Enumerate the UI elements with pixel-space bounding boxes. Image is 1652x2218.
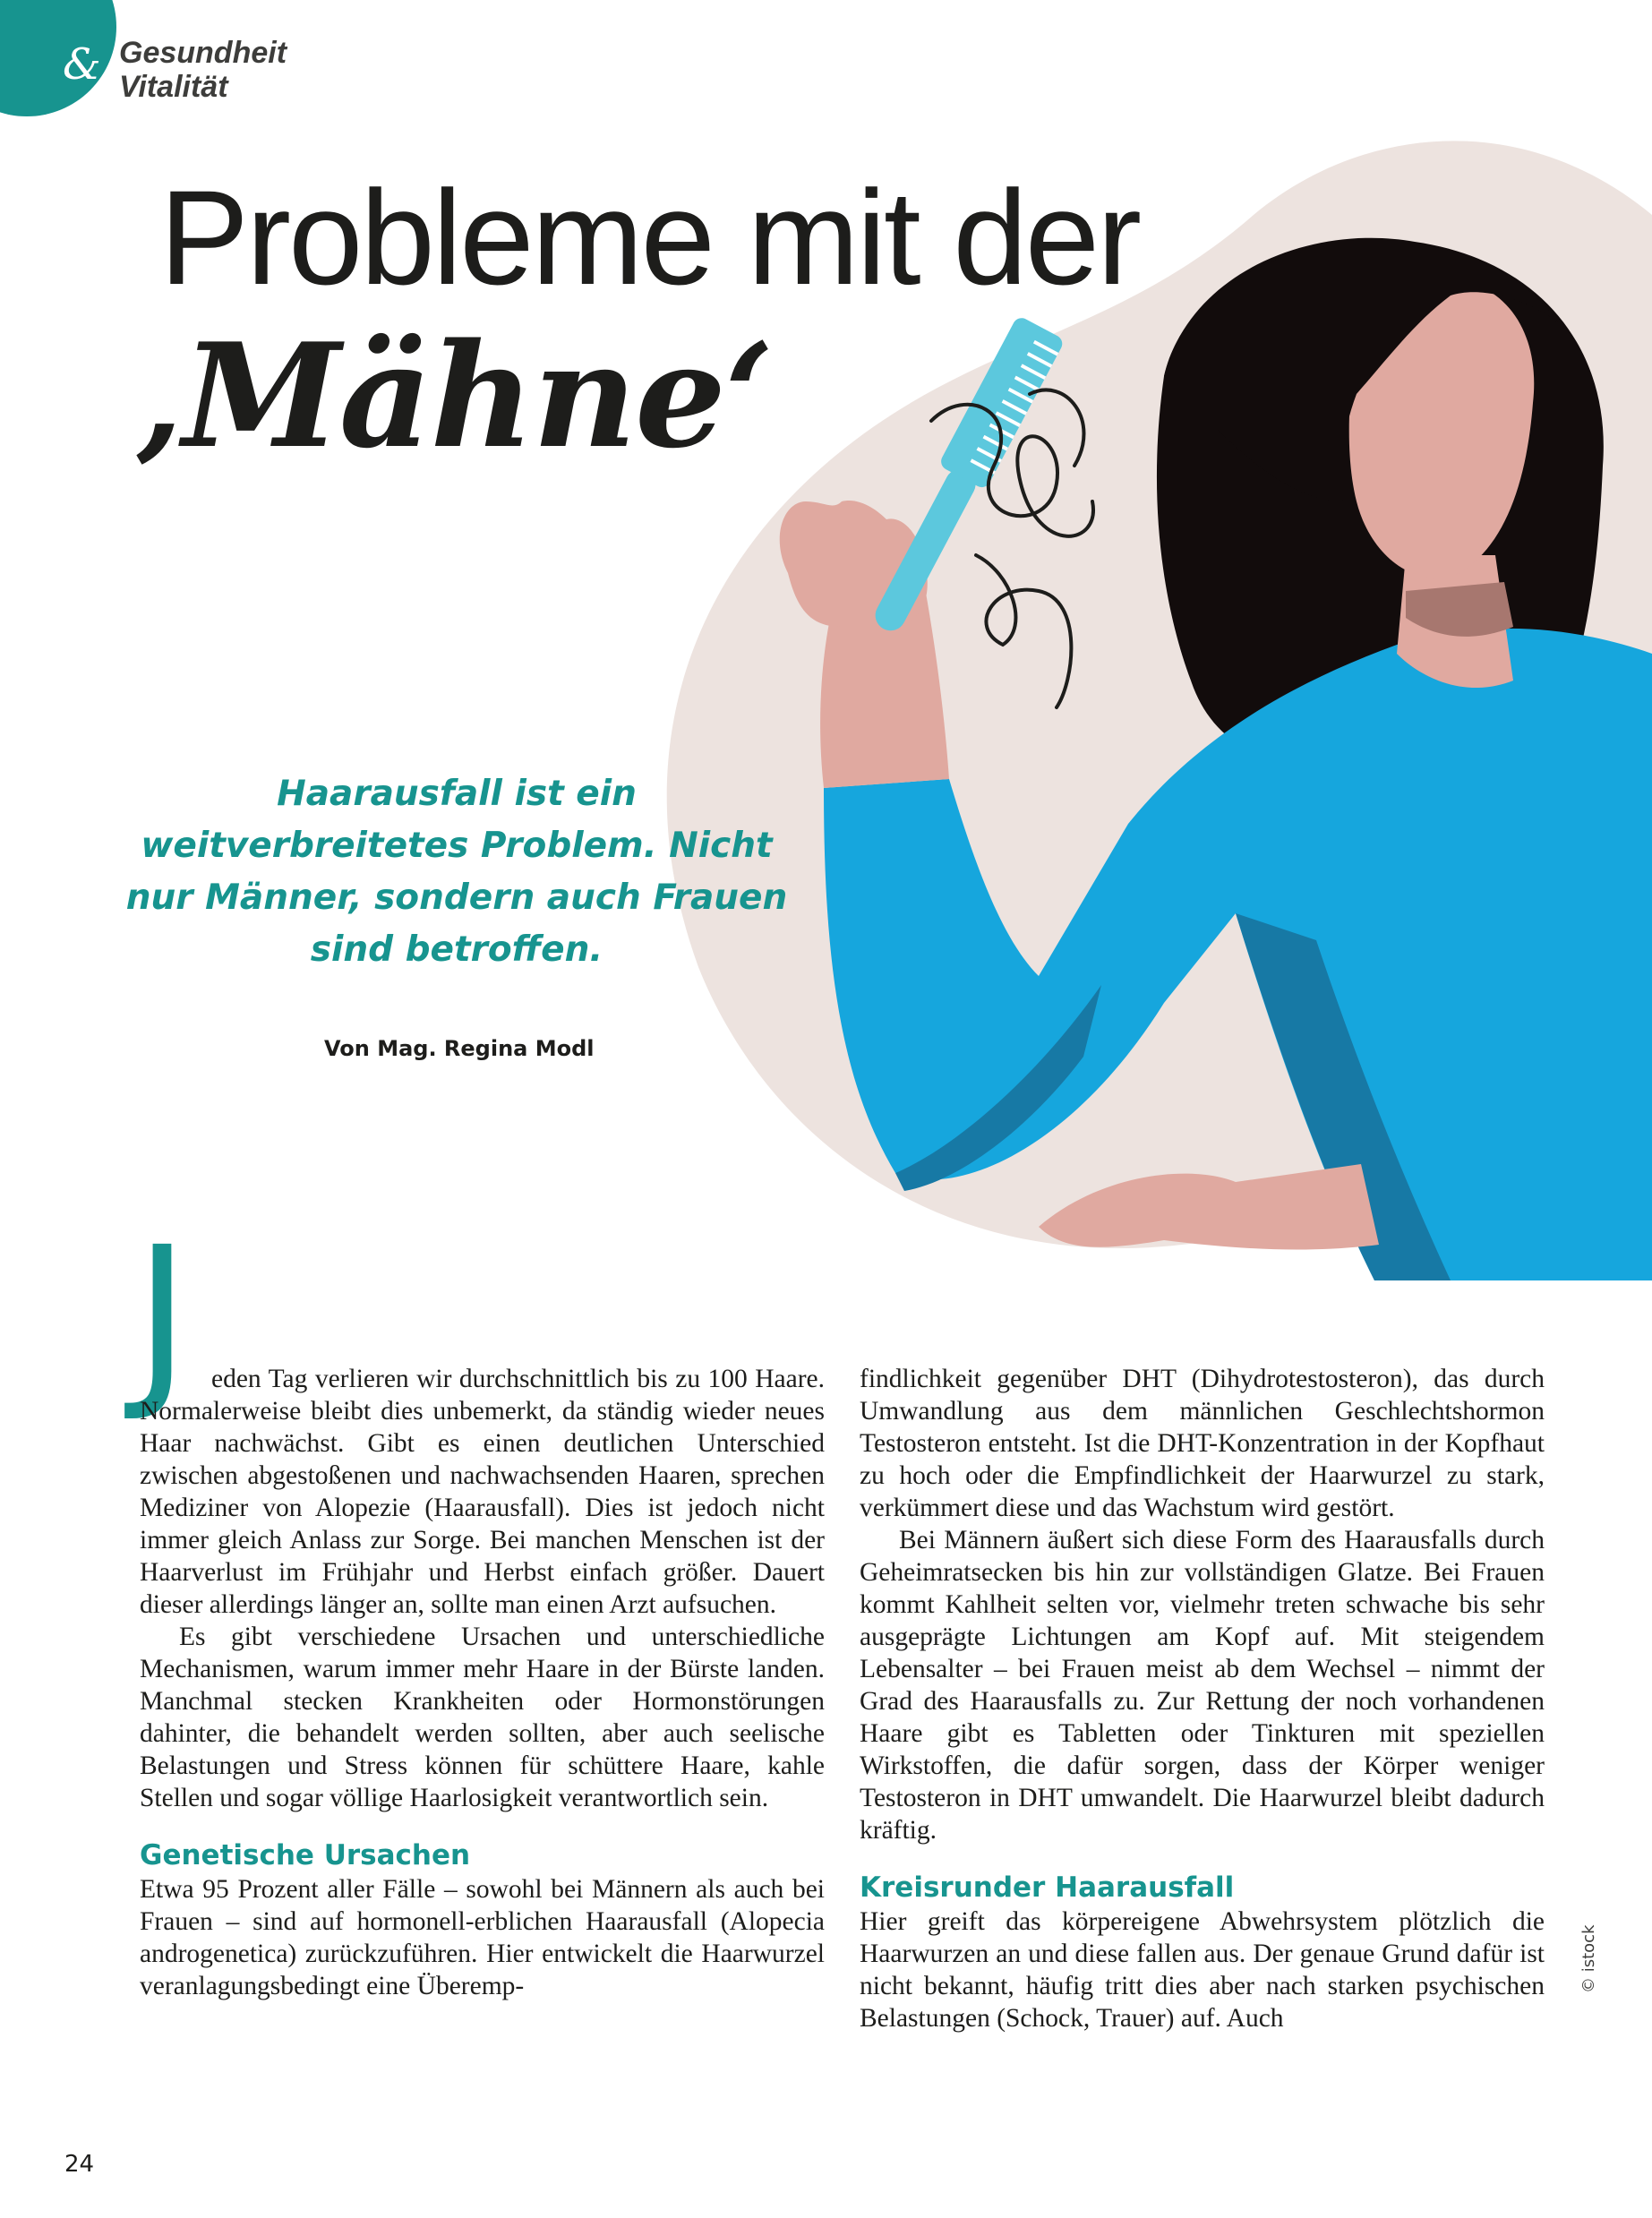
section-label-gesundheit: Gesundheit — [119, 36, 287, 70]
article-paragraph: findlichkeit gegenüber DHT (Dihydrotestosteron), das durch Umwandlung aus dem männlichen Geschlechtshormon Testosteron entsteht. Ist die DHT-Konzentration in der Kopfhaut zu hoch oder die Empfindlichkeit der Haarwurzel zu stark, verkümmert diese und das Wachstum wird gestört. — [860, 1365, 1545, 1522]
subheading-kreisrunder-haarausfall: Kreisrunder Haarausfall — [860, 1871, 1235, 1904]
article-paragraph: eden Tag verlieren wir durchschnittlich bis zu 100 Haare. Normalerweise bleibt dies unbemerkt, da ständig wieder neues Haar nachwächst. Gibt es einen deutlichen Unterschied zwischen abgestoßenen und nachwachsenden Haaren, sprechen Mediziner von Alopezie (Haarausfall). Dies ist jedoch nicht immer gleich Anlass zur Sorge. Bei manchen Menschen ist der Haarverlust im Frühjahr und Herbst einfach größer. Dauert dieser allerdings länger an, sollte man einen Arzt aufsuchen. — [140, 1365, 825, 1619]
drop-cap: J — [134, 1206, 190, 1426]
photo-credit: © istock — [1579, 1924, 1598, 1993]
article-paragraph: Bei Männern äußert sich diese Form des Haarausfalls durch Geheimratsecken bis hin zur vollständigen Glatze. Bei Frauen kommt Kahlheit selten vor, vielmehr treten schwache bis sehr ausgeprägte Lichtungen am Kopf auf. Mit steigendem Lebensalter – bei Frauen meist ab dem Wechsel – nimmt der Grad des Haarausfalls zu. Zur Rettung der noch vorhandenen Haare gibt es Tabletten oder Tinkturen mit speziellen Wirkstoffen, die dafür sorgen, dass der Körper weniger Testosteron in DHT umwandelt. Die Haarwurzel bleibt dadurch kräftig. — [860, 1526, 1545, 1845]
article-paragraph: Etwa 95 Prozent aller Fälle – sowohl bei Männern als auch bei Frauen – sind auf hormonell-erblichen Haarausfall (Alopecia androgenetica) zurückzuführen. Hier entwickelt die Haarwurzel veranlagungsbedingt eine Überemp- — [140, 1875, 825, 2000]
headline-line1: Probleme mit der — [159, 162, 1140, 313]
headline-line2: ‚Mähne‘ — [134, 312, 773, 480]
article-paragraph: Es gibt verschiedene Ursachen und unterschiedliche Mechanismen, warum immer mehr Haare in der Bürste landen. Manchmal stecken Krankheiten oder Hormonstörungen dahinter, die behandelt werden sollten, aber auch seelische Belastungen und Stress können für schüttere Haare, kahle Stellen und sogar völlige Haarlosigkeit verantwortlich sein. — [140, 1623, 825, 1812]
article-column-right — [860, 1363, 1545, 2034]
page-number: 24 — [64, 2151, 95, 2178]
lead-paragraph: Haarausfall ist ein weitverbreitetes Problem. Nicht nur Männer, sondern auch Frauen sind betroffen. — [125, 774, 788, 970]
section-ampersand: & — [63, 39, 101, 90]
article-paragraph: Hier greift das körpereigene Abwehrsystem plötzlich die Haarwurzen an und diese fallen aus. Der genaue Grund dafür ist nicht bekannt, häufig tritt dies aber nach starken psychischen Belastungen (Schock, Trauer) auf. Auch — [860, 1907, 1545, 2033]
section-label-vitalitaet: Vitalität — [119, 70, 228, 104]
author-byline: Von Mag. Regina Modl — [324, 1036, 595, 1061]
article-column-left — [140, 1363, 825, 2002]
subheading-genetische-ursachen: Genetische Ursachen — [140, 1839, 471, 1871]
